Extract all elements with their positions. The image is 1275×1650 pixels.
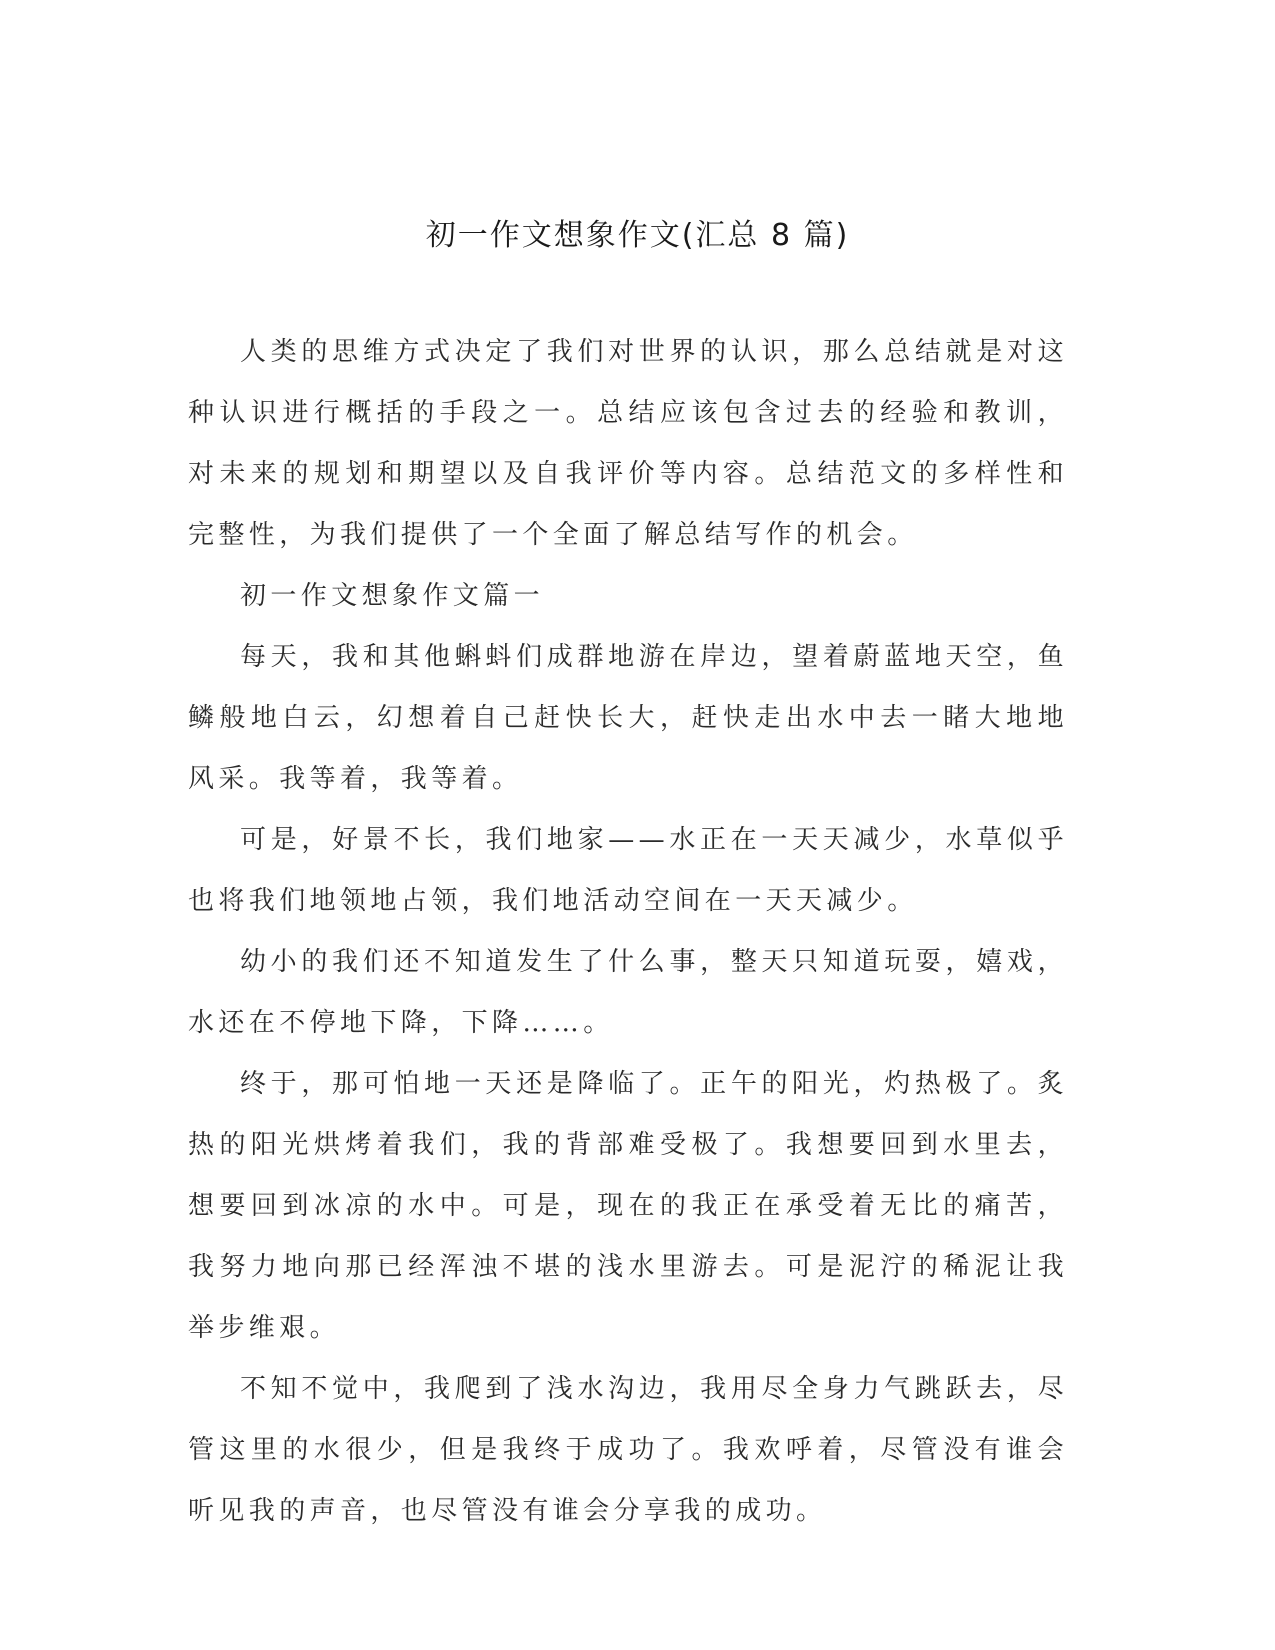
body-paragraph: 可是，好景不长，我们地家——水正在一天天减少，水草似乎也将我们地领地占领，我们地活动空间在一天天减少。 [188,825,1068,916]
document-body [188,322,1068,1542]
intro-paragraph: 人类的思维方式决定了我们对世界的认识，那么总结就是对这种认识进行概括的手段之一。总结应该包含过去的经验和教训，对未来的规划和期望以及自我评价等内容。总结范文的多样性和完整性，为我们提供了一个全面了解总结写作的机会。 [188,337,1068,550]
body-paragraph: 幼小的我们还不知道发生了什么事，整天只知道玩耍，嬉戏，水还在不停地下降，下降……。 [188,947,1068,1038]
body-paragraph: 每天，我和其他蝌蚪们成群地游在岸边，望着蔚蓝地天空，鱼鳞般地白云，幻想着自己赶快长大，赶快走出水中去一睹大地地风采。我等着，我等着。 [188,642,1068,794]
body-paragraph: 不知不觉中，我爬到了浅水沟边，我用尽全身力气跳跃去，尽管这里的水很少，但是我终于成功了。我欢呼着，尽管没有谁会听见我的声音，也尽管没有谁会分享我的成功。 [188,1374,1068,1526]
body-paragraph: 终于，那可怕地一天还是降临了。正午的阳光，灼热极了。炙热的阳光烘烤着我们，我的背部难受极了。我想要回到水里去，想要回到冰凉的水中。可是，现在的我正在承受着无比的痛苦，我努力地向那已经浑浊不堪的浅水里游去。可是泥泞的稀泥让我举步维艰。 [188,1069,1068,1343]
section-heading: 初一作文想象作文篇一 [240,581,545,611]
document-title: 初一作文想象作文(汇总 8 篇) [425,218,850,253]
